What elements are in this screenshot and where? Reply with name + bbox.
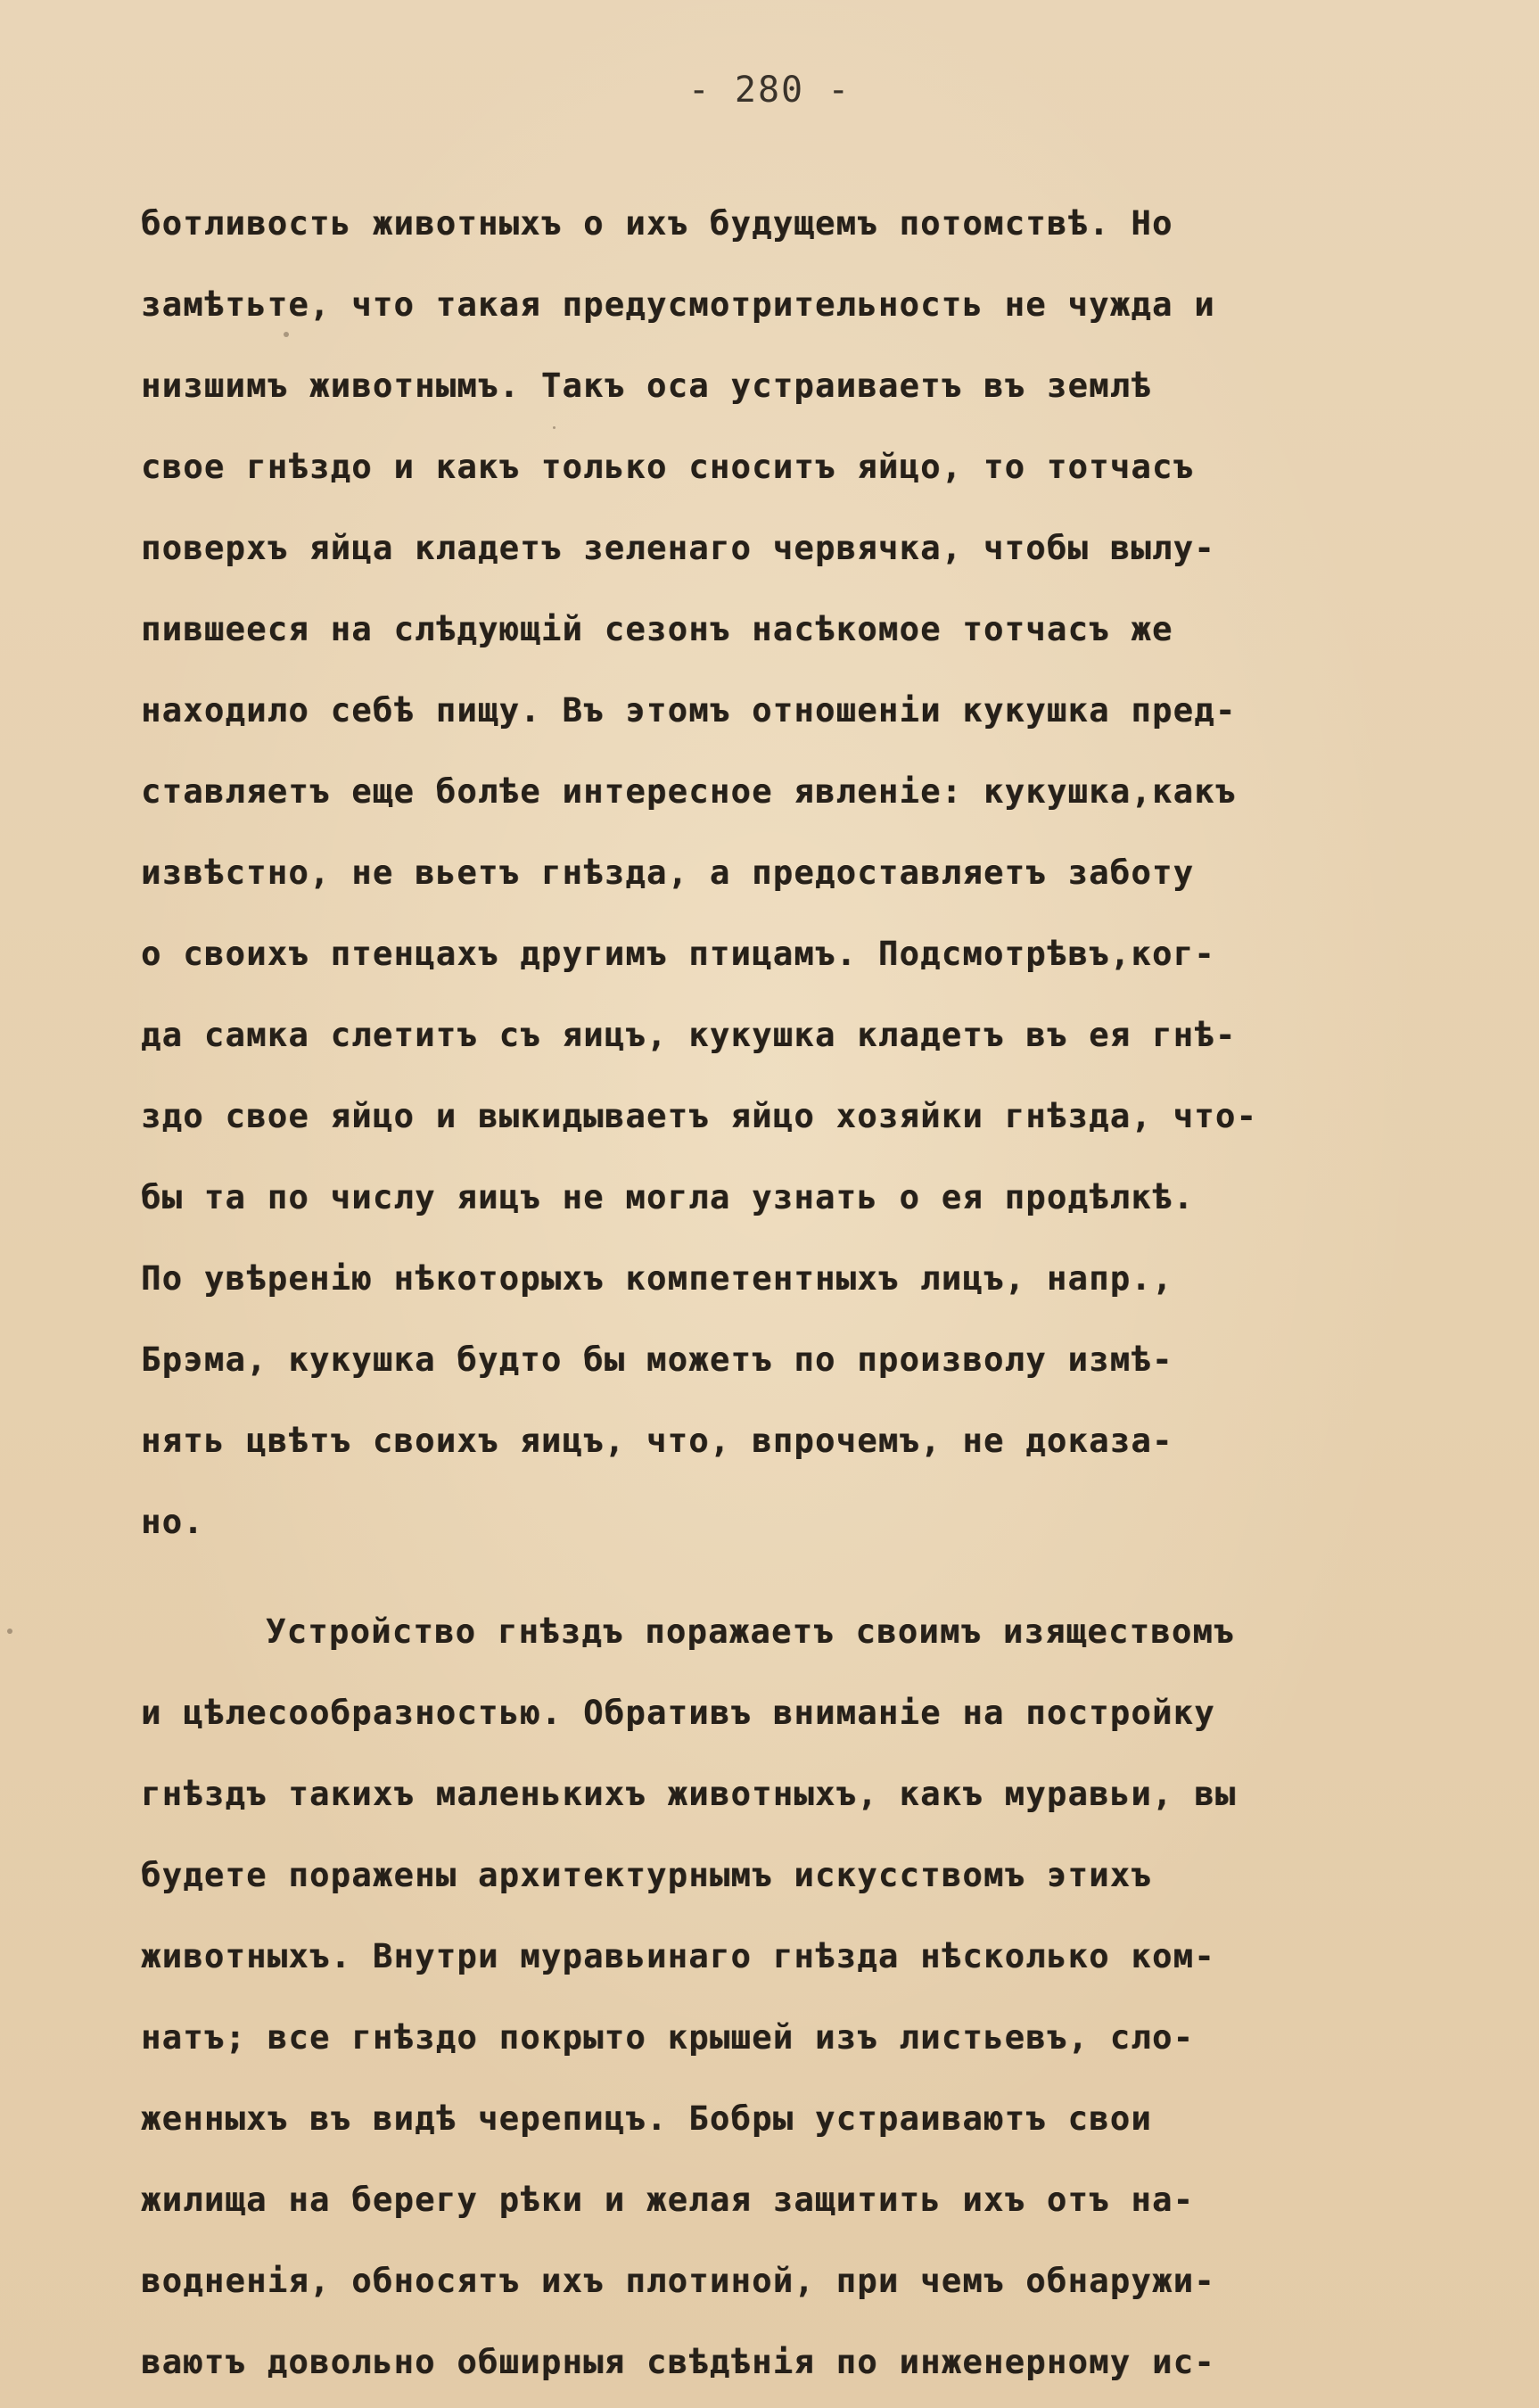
text-line: извѣстно, не вьетъ гнѣзда, а предоставляетъ заботу [141, 854, 1195, 892]
paragraph-1 [141, 183, 1478, 1563]
body-text [141, 183, 1478, 2403]
paper-speck [284, 332, 289, 337]
text-line: и цѣлесообразностью. Обративъ вниманiе на постройку [141, 1694, 1215, 1732]
paragraph-gap [141, 1563, 1478, 1591]
text-line: да самка слетитъ съ яицъ, кукушка кладетъ въ ея гнѣ- [141, 1016, 1237, 1054]
text-line: водненiя, обносятъ ихъ плотиной, при чемъ обнаружи- [141, 2262, 1215, 2300]
text-line: жилища на берегу рѣки и желая защитить ихъ отъ на- [141, 2181, 1195, 2219]
text-line: но. [141, 1503, 204, 1541]
text-line: о своихъ птенцахъ другимъ птицамъ. Подсмотрѣвъ,ког- [141, 935, 1215, 973]
text-line: ставляетъ еще болѣе интересное явленiе: кукушка,какъ [141, 772, 1237, 811]
text-line: натъ; все гнѣздо покрыто крышей изъ листьевъ, сло- [141, 2018, 1195, 2057]
text-line: Брэма, кукушка будто бы можетъ по произволу измѣ- [141, 1340, 1173, 1379]
paragraph-2 [141, 1591, 1478, 2403]
text-line: пившееся на слѣдующiй сезонъ насѣкомое тотчасъ же [141, 610, 1173, 648]
text-line: бы та по числу яицъ не могла узнать о ея продѣлкѣ. [141, 1178, 1195, 1216]
text-line: замѣтьте, что такая предусмотрительность не чужда и [141, 285, 1215, 324]
text-line: ваютъ довольно обширныя свѣдѣнiя по инженерному ис- [141, 2343, 1215, 2381]
text-line: ботливость животныхъ о ихъ будущемъ потомствѣ. Но [141, 204, 1173, 243]
paper-speck [7, 1629, 12, 1634]
text-line: низшимъ животнымъ. Такъ оса устраиваетъ въ землѣ [141, 367, 1153, 405]
text-line: животныхъ. Внутри муравьинаго гнѣзда нѣсколько ком- [141, 1937, 1215, 1975]
text-line: здо свое яйцо и выкидываетъ яйцо хозяйки гнѣзда, что- [141, 1097, 1258, 1135]
text-line: свое гнѣздо и какъ только сноситъ яйцо, то тотчасъ [141, 448, 1195, 486]
text-line: гнѣздъ такихъ маленькихъ животныхъ, какъ муравьи, вы [141, 1775, 1237, 1813]
text-line: По увѣренiю нѣкоторыхъ компетентныхъ лицъ, напр., [141, 1259, 1173, 1298]
text-line: поверхъ яйца кладетъ зеленаго червячка, чтобы вылу- [141, 529, 1215, 567]
text-line: нять цвѣтъ своихъ яицъ, что, впрочемъ, не доказа- [141, 1422, 1173, 1460]
text-line: находило себѣ пищу. Въ этомъ отношенiи кукушка пред- [141, 691, 1237, 730]
paper-speck [553, 426, 556, 429]
text-line: Устройство гнѣздъ поражаетъ своимъ изяществомъ [266, 1612, 1235, 1651]
text-line: женныхъ въ видѣ черепицъ. Бобры устраиваютъ свои [141, 2099, 1153, 2138]
page-number: - 280 - [687, 70, 852, 111]
text-line: будете поражены архитектурнымъ искусствомъ этихъ [141, 1856, 1153, 1894]
